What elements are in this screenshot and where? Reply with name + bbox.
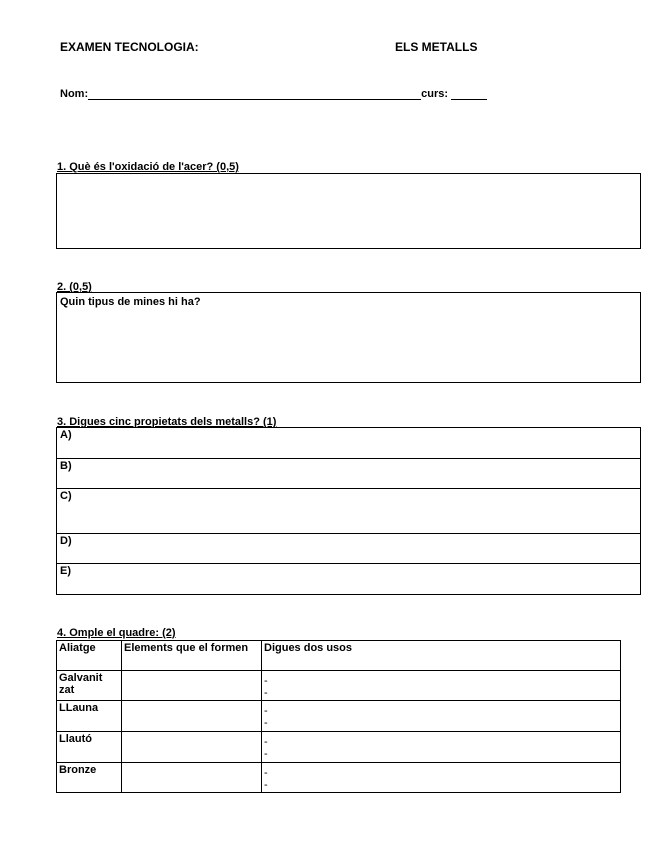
question-4-title: 4. Omple el quadre: (2) [57,627,176,639]
use-1: - [264,705,268,717]
table-row [57,732,621,763]
name-line [60,88,487,100]
row-label: A) [60,429,72,441]
use-2: - [264,748,268,760]
row-label: B) [60,460,72,472]
row-label: D) [60,535,72,547]
name-field[interactable] [88,99,421,100]
elements-cell[interactable] [122,763,262,793]
elements-cell[interactable] [122,701,262,732]
question-1-title: 1. Què és l'oxidació de l'acer? (0,5) [57,161,239,173]
question-3-row-b[interactable] [56,458,641,489]
alloy-name: Galvanit zat [57,671,122,701]
question-3-row-a[interactable] [56,427,641,459]
question-3-title: 3. Digues cinc propietats dels metalls? (1) [57,416,277,428]
question-2-prompt: Quin tipus de mines hi ha? [60,296,201,308]
use-2: - [264,687,268,699]
alloy-name: Llautó [57,732,122,763]
exam-title: EXAMEN TECNOLOGIA: [60,40,199,54]
use-2: - [264,779,268,791]
question-2-title: 2. (0,5) [57,281,92,293]
name-label: Nom: [60,88,89,100]
row-label: E) [60,565,71,577]
course-field[interactable] [451,99,487,100]
question-2-answer-box[interactable] [56,292,641,383]
uses-cell[interactable] [262,701,621,732]
uses-cell[interactable] [262,732,621,763]
table-row [57,763,621,793]
subject-title: ELS METALLS [395,40,478,54]
row-label: C) [60,490,72,502]
uses-cell[interactable] [262,671,621,701]
table-header-row [57,641,621,671]
alloy-table [56,640,621,793]
header-alloy: Aliatge [57,641,122,671]
use-1: - [264,675,268,687]
elements-cell[interactable] [122,732,262,763]
header-elements: Elements que el formen [122,641,262,671]
use-1: - [264,767,268,779]
header-uses: Digues dos usos [262,641,621,671]
use-2: - [264,717,268,729]
elements-cell[interactable] [122,671,262,701]
uses-cell[interactable] [262,763,621,793]
use-1: - [264,736,268,748]
course-label: curs: [421,88,449,100]
question-1-answer-box[interactable] [56,173,641,249]
table-row [57,671,621,701]
question-3-row-d[interactable] [56,533,641,564]
alloy-name: LLauna [57,701,122,732]
question-3-row-c[interactable] [56,488,641,534]
alloy-name: Bronze [57,763,122,793]
table-row [57,701,621,732]
question-3-row-e[interactable] [56,563,641,595]
